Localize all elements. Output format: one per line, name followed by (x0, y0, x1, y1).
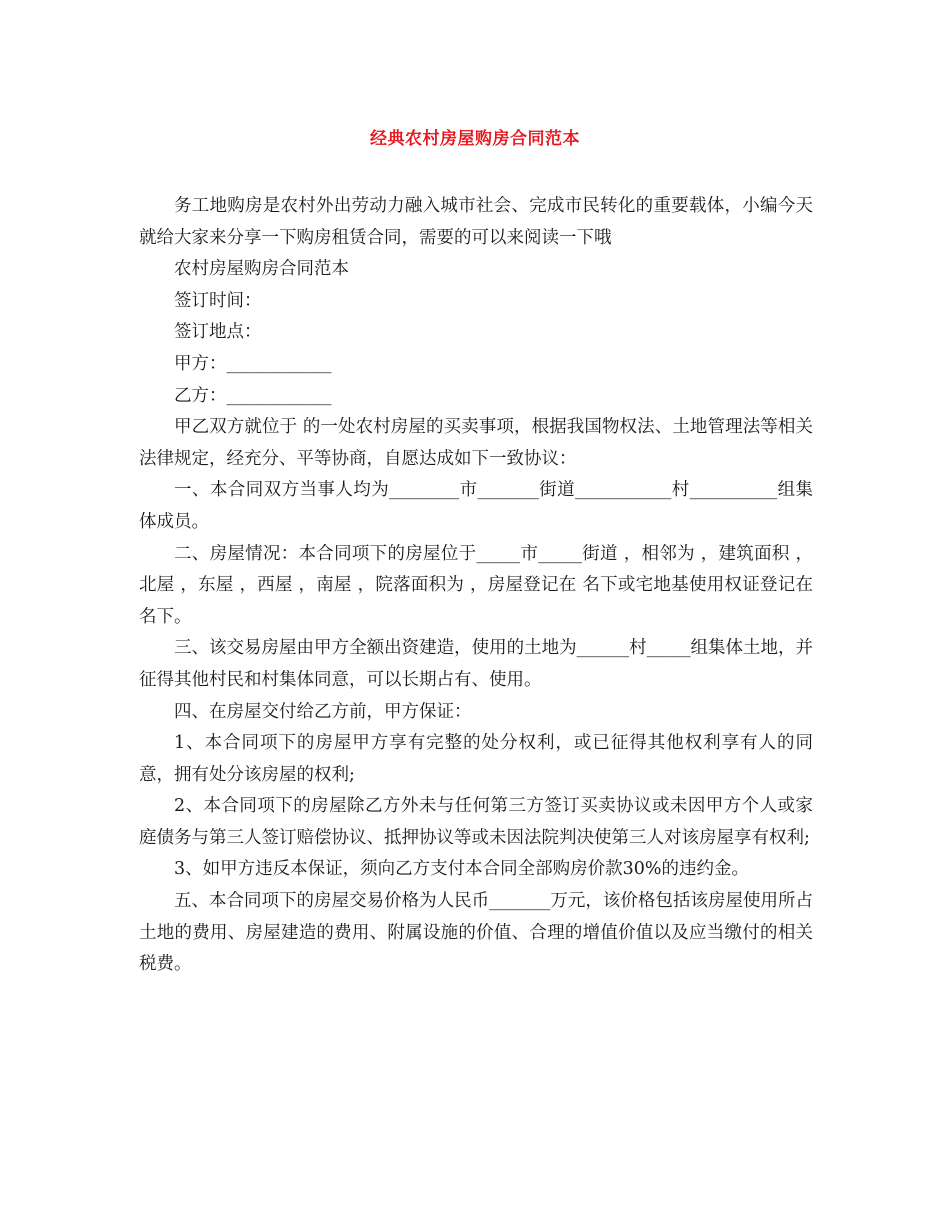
paragraph-clause-4-1: 1、本合同项下的房屋甲方享有完整的处分权利，或已征得其他权利享有人的同意，拥有处分该房屋的权利; (139, 733, 813, 785)
paragraph-clause-3: 三、该交易房屋由甲方全额出资建造，使用的土地为______村_____组集体土地，并征得其他村民和村集体同意，可以长期占有、使用。 (139, 638, 813, 690)
document-title: 经典农村房屋购房合同范本 (370, 129, 580, 149)
paragraph-sign-place: 签订地点： (174, 322, 262, 343)
paragraph-intro: 务工地购房是农村外出劳动力融入城市社会、完成市民转化的重要载体，小编今天就给大家来分享一下购房租赁合同，需要的可以来阅读一下哦 (139, 196, 813, 248)
document-body (139, 191, 813, 981)
paragraph-sign-date: 签订时间： (174, 290, 262, 311)
paragraph-clause-4-3: 3、如甲方违反本保证，须向乙方支付本合同全部购房价款30%的违约金。 (174, 859, 750, 880)
paragraph-party-b: 乙方：____________ (174, 385, 332, 406)
paragraph-clause-5: 五、本合同项下的房屋交易价格为人民币_______万元，该价格包括该房屋使用所占土地的费用、房屋建造的费用、附属设施的价值、合理的增值价值以及应当缴付的相关税费。 (139, 891, 813, 975)
paragraph-clause-2: 二、房屋情况：本合同项下的房屋位于_____市_____街道 ，相邻为 ，建筑面积 ，北屋 ，东屋 ，西屋 ，南屋 ，院落面积为 ，房屋登记在 名下或宅地基使用权证登记在 名下。 (139, 543, 813, 627)
paragraph-clause-4-2: 2、本合同项下的房屋除乙方外未与任何第三方签订买卖协议或未因甲方个人或家庭债务与第三人签订赔偿协议、抵押协议等或未因法院判决使第三人对该房屋享有权利; (139, 796, 813, 848)
paragraph-preamble: 甲乙双方就位于 的一处农村房屋的买卖事项，根据我国物权法、土地管理法等相关法律规定，经充分、平等协商，自愿达成如下一致协议： (139, 417, 813, 469)
paragraph-subtitle: 农村房屋购房合同范本 (174, 259, 349, 280)
paragraph-clause-1: 一、本合同双方当事人均为________市_______街道___________村__________组集体成员。 (139, 480, 813, 532)
paragraph-clause-4: 四、在房屋交付给乙方前，甲方保证： (174, 701, 472, 722)
paragraph-party-a: 甲方：____________ (174, 353, 332, 374)
